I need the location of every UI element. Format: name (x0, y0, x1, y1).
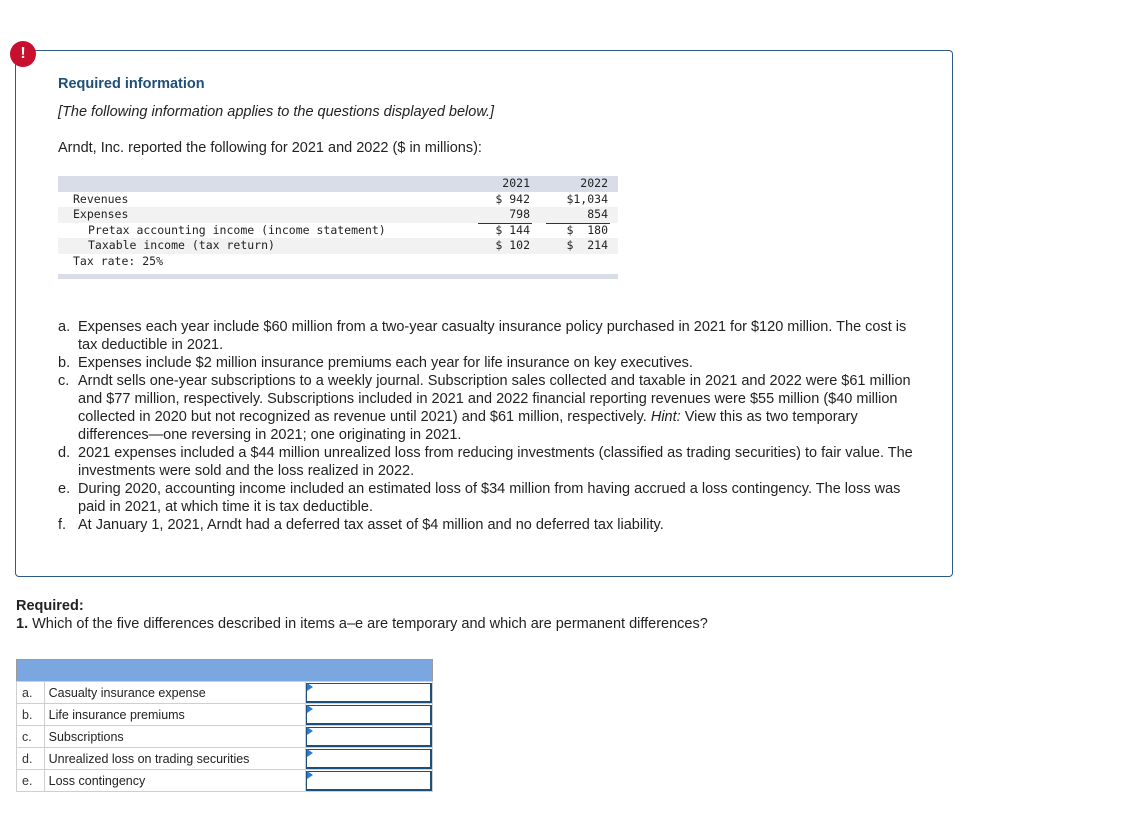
alert-icon: ! (10, 41, 36, 67)
fin-value-2022: $ 214 (566, 238, 608, 252)
question-number: 1. (16, 616, 29, 632)
question-text: Which of the five differences described in items a–e are temporary and which are permanent differences? (28, 616, 708, 632)
financial-table (58, 176, 618, 269)
fin-row-taxable-income (58, 238, 618, 254)
answer-row-a (17, 682, 433, 704)
fin-year-2022: 2022 (580, 176, 608, 190)
fin-value-2021: $ 942 (495, 191, 530, 206)
dropdown-marker-icon (307, 683, 313, 691)
info-intro: Arndt, Inc. reported the following for 2021 and 2022 ($ in millions): (58, 140, 482, 156)
note-text: At January 1, 2021, Arndt had a deferred tax asset of $4 million and no deferred tax liability. (78, 517, 664, 533)
required-question (16, 616, 708, 632)
note-text: During 2020, accounting income included an estimated loss of $34 million from having accrued a loss contingency. The loss was paid in 2021, at which time it is tax deductible. (78, 481, 901, 515)
fin-table-bottom-bar (58, 274, 618, 279)
dropdown-marker-icon (307, 727, 313, 735)
info-note: [The following information applies to the questions displayed below.] (58, 104, 495, 120)
fin-label: Tax rate: 25% (73, 253, 164, 268)
answer-input-cell (306, 748, 433, 770)
note-text: Expenses each year include $60 million from a two-year casualty insurance policy purchased in 2021 for $120 million. The cost is tax deductible in 2021. (78, 319, 907, 353)
answer-dropdown-c[interactable] (306, 727, 432, 747)
dropdown-marker-icon (307, 771, 313, 779)
note-hint-text: View this as two temporary differences—one reversing in 2021; one originating in 2021. (78, 409, 858, 443)
note-a (58, 318, 918, 354)
fin-row-revenues (58, 192, 618, 208)
answer-table (16, 659, 433, 792)
note-letter: f. (58, 517, 67, 533)
answer-letter: e. (17, 770, 45, 792)
note-c (58, 372, 918, 444)
fin-label: Revenues (73, 191, 129, 206)
answer-input-cell (306, 770, 433, 792)
note-letter: e. (58, 481, 71, 497)
note-hint-label: Hint: (650, 409, 681, 425)
dropdown-marker-icon (307, 705, 313, 713)
fin-year-2021: 2021 (502, 176, 530, 190)
fin-value-2021: $ 144 (495, 222, 530, 237)
note-letter: b. (58, 355, 71, 371)
answer-header-row (17, 660, 433, 682)
answer-row-e (17, 770, 433, 792)
fin-value-2021: 798 (470, 207, 530, 223)
answer-letter: d. (17, 748, 45, 770)
answer-row-d (17, 748, 433, 770)
fin-value-2022: $1,034 (566, 191, 608, 206)
answer-input-cell (306, 682, 433, 704)
answer-item: Loss contingency (44, 770, 305, 792)
answer-dropdown-a[interactable] (306, 683, 432, 703)
fin-label: Pretax accounting income (income statement) (88, 222, 386, 237)
answer-dropdown-d[interactable] (306, 749, 432, 769)
answer-letter: a. (17, 682, 45, 704)
answer-row-c (17, 726, 433, 748)
answer-header-cell (17, 660, 433, 682)
note-text: Expenses include $2 million insurance premiums each year for life insurance on key executives. (78, 355, 693, 371)
fin-row-tax-rate (58, 254, 618, 270)
note-text: Arndt sells one-year subscriptions to a weekly journal. Subscription sales collected and taxable in 2021 and 2022 were $61 million and $77 million, respectively. Subscriptions included in 2021 and 2022 financial reporting revenues were $55 million ($40 million collected in 2020 but not recognized as revenue until 2021) and $61 million, respectively. (78, 373, 911, 425)
note-d (58, 444, 918, 480)
note-letter: d. (58, 445, 71, 461)
answer-letter: c. (17, 726, 45, 748)
answer-dropdown-e[interactable] (306, 771, 432, 791)
dropdown-marker-icon (307, 749, 313, 757)
fin-value-2022: 854 (538, 207, 608, 223)
answer-item: Subscriptions (44, 726, 305, 748)
fin-value-2022: $ 180 (566, 222, 608, 237)
answer-row-b (17, 704, 433, 726)
fin-label: Taxable income (tax return) (88, 238, 275, 252)
answer-input-cell (306, 704, 433, 726)
fin-label: Expenses (73, 207, 129, 221)
note-e (58, 480, 918, 516)
note-b (58, 354, 918, 372)
note-letter: c. (58, 373, 70, 389)
answer-input-cell (306, 726, 433, 748)
note-text: 2021 expenses included a $44 million unrealized loss from reducing investments (classified as trading securities) to fair value. The investments were sold and the loss realized in 2022. (78, 445, 913, 479)
answer-item: Life insurance premiums (44, 704, 305, 726)
fin-header-row (58, 176, 618, 192)
fin-row-expenses (58, 207, 618, 223)
answer-item: Casualty insurance expense (44, 682, 305, 704)
info-title: Required information (58, 76, 205, 92)
notes-list (58, 318, 918, 534)
fin-row-pretax-income (58, 223, 618, 239)
answer-dropdown-b[interactable] (306, 705, 432, 725)
required-title: Required: (16, 598, 84, 614)
note-f (58, 516, 918, 534)
answer-letter: b. (17, 704, 45, 726)
note-letter: a. (58, 319, 71, 335)
answer-item: Unrealized loss on trading securities (44, 748, 305, 770)
fin-value-2021: $ 102 (495, 238, 530, 252)
